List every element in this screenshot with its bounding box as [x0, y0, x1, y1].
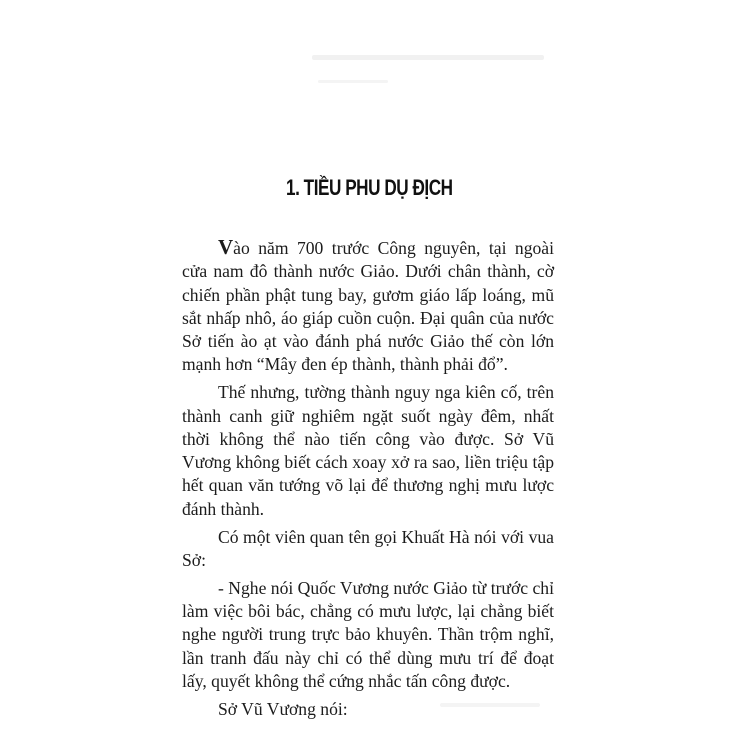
show-through-running-header — [312, 55, 544, 60]
paragraph: Thế nhưng, tường thành nguy nga kiên cố, trên thành canh giữ nghiêm ngặt suốt ngày đêm, nhất thời không thể nào tiến công vào được. Sở Vũ Vương không biết cách xoay xở ra sao, liền triệu tập hết quan văn tướng võ lại để thương nghị mưu lược đánh thành. — [182, 382, 554, 519]
show-through-mark — [318, 80, 388, 83]
paragraph: - Nghe nói Quốc Vương nước Giảo từ trước chỉ làm việc bôi bác, chẳng có mưu lược, lại chẳng biết nghe người trung trực bảo khuyên. Thần trộm nghĩ, lần tranh đấu này chỉ có thể dùng mưu trí để đoạt lấy, quyết không thể cứng nhắc tấn công được. — [182, 577, 554, 691]
drop-initial: V — [218, 235, 234, 259]
paragraph-text: ào năm 700 trước Công nguyên, tại ngoài cửa nam đô thành nước Giảo. Dưới chân thành, cờ chiến phần phật tung bay, gươm giáo lấp loáng, mũ sắt nhấp nhô, áo giáp cuồn cuộn. Đại quân của nước Sở tiến ào ạt vào đánh phá nước Giảo thế còn lớn mạnh hơn “Mây đen ép thành, thành phải đổ”. — [182, 238, 554, 375]
paragraph — [182, 236, 554, 377]
paragraph: Có một viên quan tên gọi Khuất Hà nói với vua Sở: — [182, 526, 554, 570]
paragraph: Sở Vũ Vương nói: — [218, 698, 348, 719]
chapter-title: 1. TIỀU PHU DỤ ĐỊCH — [286, 175, 453, 200]
chapter-body — [182, 236, 554, 725]
